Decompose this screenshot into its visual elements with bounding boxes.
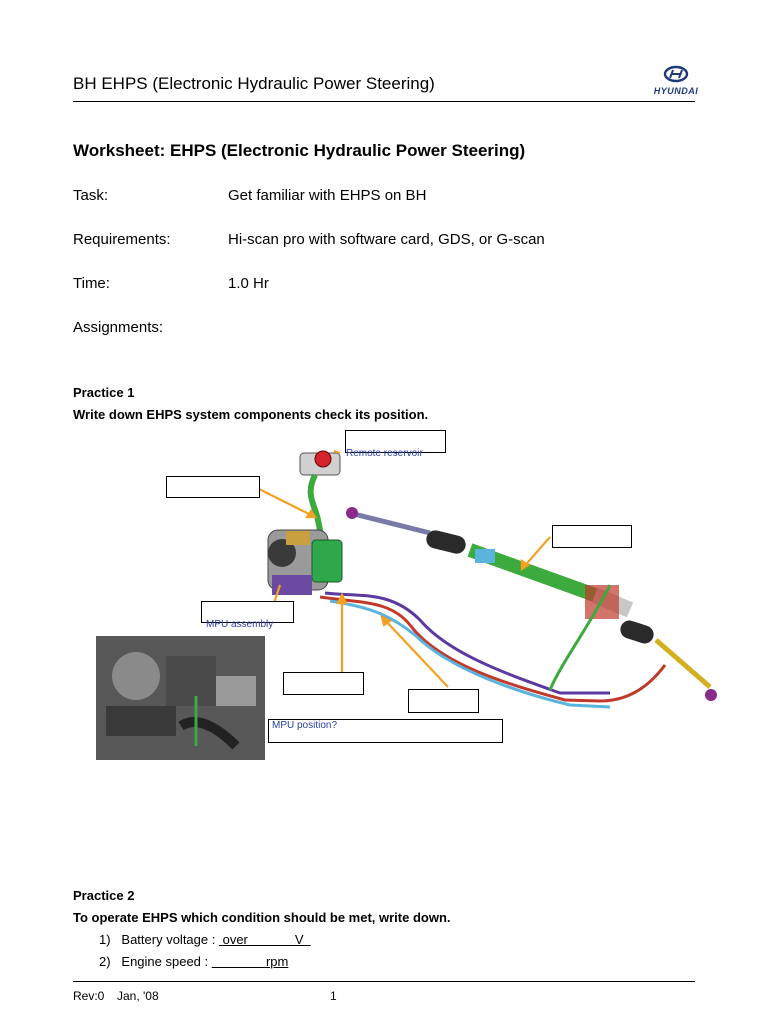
practice1-heading: Practice 1 [73, 385, 135, 400]
footer-date: Jan, '08 [117, 989, 159, 1003]
requirements-value: Hi-scan pro with software card, GDS, or G-scan [228, 231, 545, 248]
practice2-heading: Practice 2 [73, 888, 135, 903]
answer-box-return-hose[interactable] [408, 689, 479, 713]
answer-box-reservoir-hose[interactable] [166, 476, 260, 498]
worksheet-title: Worksheet: EHPS (Electronic Hydraulic Power Steering) [73, 141, 526, 160]
time-label: Time: [73, 275, 110, 292]
requirements-label: Requirements: [73, 231, 171, 248]
task-value: Get familiar with EHPS on BH [228, 187, 427, 204]
remote-reservoir-illustration [300, 451, 340, 475]
list-item [99, 954, 288, 969]
assignments-label: Assignments: [73, 319, 164, 336]
answer-box-pressure-hose[interactable] [283, 672, 364, 695]
mpu-position-photo [96, 636, 265, 760]
caption-mpu-position: MPU position? [272, 720, 338, 731]
list-item-number: 2) [99, 954, 111, 969]
hyundai-logo-text: HYUNDAI [653, 86, 699, 96]
header-divider [73, 101, 695, 102]
caption-remote-reservoir: Remote reservoir [346, 448, 423, 459]
engine-speed-label: Engine speed : [121, 954, 209, 969]
practice2-instruction: To operate EHPS which condition should be met, write down. [73, 910, 451, 925]
answer-box-steering-gear[interactable] [552, 525, 632, 548]
time-value: 1.0 Hr [228, 275, 269, 292]
caption-mpu-assembly: MPU assembly [206, 619, 274, 630]
list-item-number: 1) [99, 932, 111, 947]
battery-voltage-label: Battery voltage : [121, 932, 216, 947]
list-item [99, 932, 311, 947]
engine-speed-blank[interactable]: rpm [211, 954, 289, 969]
footer-divider [73, 981, 695, 982]
document-header-title: BH EHPS (Electronic Hydraulic Power Steering) [73, 74, 435, 93]
practice1-instruction: Write down EHPS system components check its position. [73, 407, 429, 422]
footer-revision: Rev:0 [73, 989, 105, 1003]
battery-voltage-blank[interactable]: over V [218, 932, 311, 947]
task-label: Task: [73, 187, 109, 204]
page-number: 1 [330, 989, 337, 1003]
